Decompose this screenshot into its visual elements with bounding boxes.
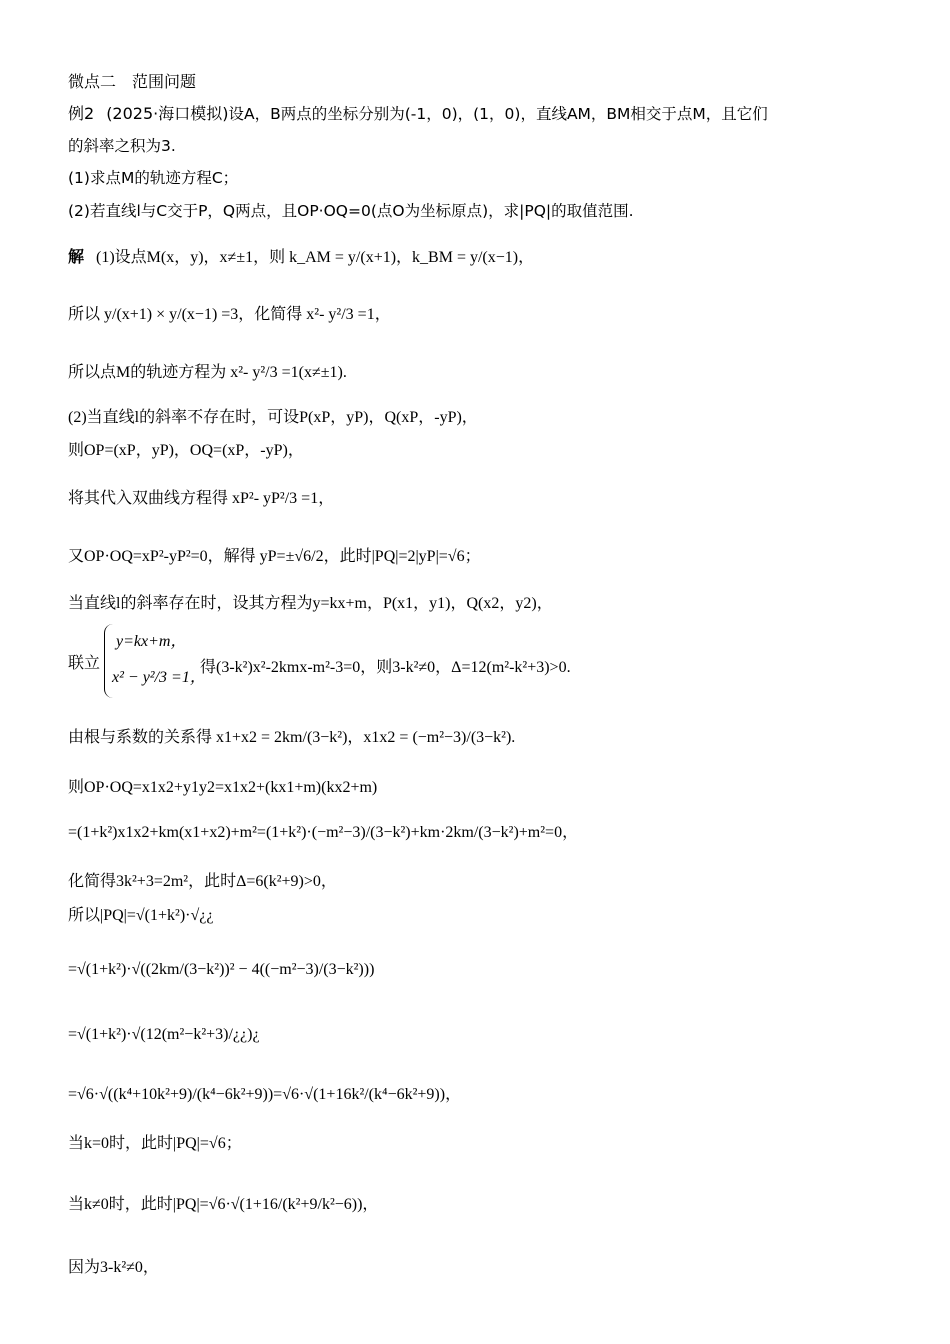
solution-text-1: (1)设点M(x，y)，x≠±1，则 k_AM = y/(x+1)，k_BM = y/(x−1)， bbox=[96, 249, 535, 266]
solution-line-13: 化简得3k²+3=2m²，此时Δ=6(k²+9)>0， bbox=[68, 873, 337, 890]
solution-label: 解 bbox=[68, 247, 85, 266]
example-label: 例2 bbox=[68, 104, 95, 123]
solution-line-8: 当直线l的斜率存在时，设其方程为y=kx+m，P(x1，y1)，Q(x2，y2)， bbox=[68, 595, 553, 612]
section-title: 微点二 范围问题 bbox=[68, 72, 197, 91]
example-source: (2025·海口模拟) bbox=[106, 104, 229, 123]
solution-line-4: (2)当直线l的斜率不存在时，可设P(xP，yP)，Q(xP，-yP)， bbox=[68, 409, 478, 426]
solution-line-2: 所以 y/(x+1) × y/(x−1) =3，化简得 x²- y²/3 =1， bbox=[68, 306, 391, 323]
solution-line-6: 将其代入双曲线方程得 xP²- yP²/3 =1， bbox=[68, 490, 335, 507]
solution-line-3: 所以点M的轨迹方程为 x²- y²/3 =1(x≠±1). bbox=[68, 364, 347, 381]
example-line-1 bbox=[68, 104, 768, 125]
solution-line-11: 则OP·OQ=x1x2+y1y2=x1x2+(kx1+m)(kx2+m) bbox=[68, 779, 378, 796]
solution-line-7: 又OP·OQ=xP²-yP²=0，解得 yP=±√6/2，此时|PQ|=2|yP|=√6； bbox=[68, 548, 481, 565]
solution-line-14: 所以|PQ|=√(1+k²)·√¿¿ bbox=[68, 907, 214, 924]
solution-line-1 bbox=[68, 247, 534, 268]
solution-line-17: =√6·√((k⁴+10k²+9)/(k⁴−6k²+9))=√6·√(1+16k²/(k⁴−6k²+9))， bbox=[68, 1086, 462, 1103]
example-line-2: 的斜率之积为3. bbox=[68, 137, 176, 155]
solution-line-18: 当k=0时，此时|PQ|=√6； bbox=[68, 1135, 242, 1152]
system-prefix: 联立 bbox=[68, 655, 101, 672]
solution-line-10: 由根与系数的关系得 x1+x2 = 2km/(3−k²)，x1x2 = (−m²−3)/(3−k²). bbox=[68, 729, 516, 746]
question-1: (1)求点M的轨迹方程C； bbox=[68, 169, 239, 187]
system-eq-1: y=kx+m， bbox=[116, 633, 187, 650]
solution-line-20: 因为3-k²≠0， bbox=[68, 1259, 159, 1276]
solution-line-12: =(1+k²)x1x2+km(x1+x2)+m²=(1+k²)·(−m²−3)/(3−k²)+km·2km/(3−k²)+m²=0， bbox=[68, 824, 579, 841]
system-result: 得(3-k²)x²-2kmx-m²-3=0，则3-k²≠0，Δ=12(m²-k²+3)>0. bbox=[200, 659, 571, 676]
question-2: (2)若直线l与C交于P，Q两点，且OP·OQ=0(点O为坐标原点)，求|PQ|的取值范围. bbox=[68, 202, 634, 220]
solution-line-15: =√(1+k²)·√((2km/(3−k²))² − 4((−m²−3)/(3−k²))) bbox=[68, 961, 375, 978]
solution-line-19: 当k≠0时，此时|PQ|=√6·√(1+16/(k²+9/k²−6))， bbox=[68, 1196, 379, 1213]
solution-line-5: 则OP=(xP，yP)，OQ=(xP，-yP)， bbox=[68, 442, 304, 459]
example-text-1: 设A，B两点的坐标分别为(-1，0)，(1，0)，直线AM，BM相交于点M，且它们 bbox=[228, 105, 768, 123]
solution-line-16: =√(1+k²)·√(12(m²−k²+3)/¿¿)¿ bbox=[68, 1026, 260, 1043]
system-eq-2: x² − y²/3 =1， bbox=[112, 669, 206, 686]
